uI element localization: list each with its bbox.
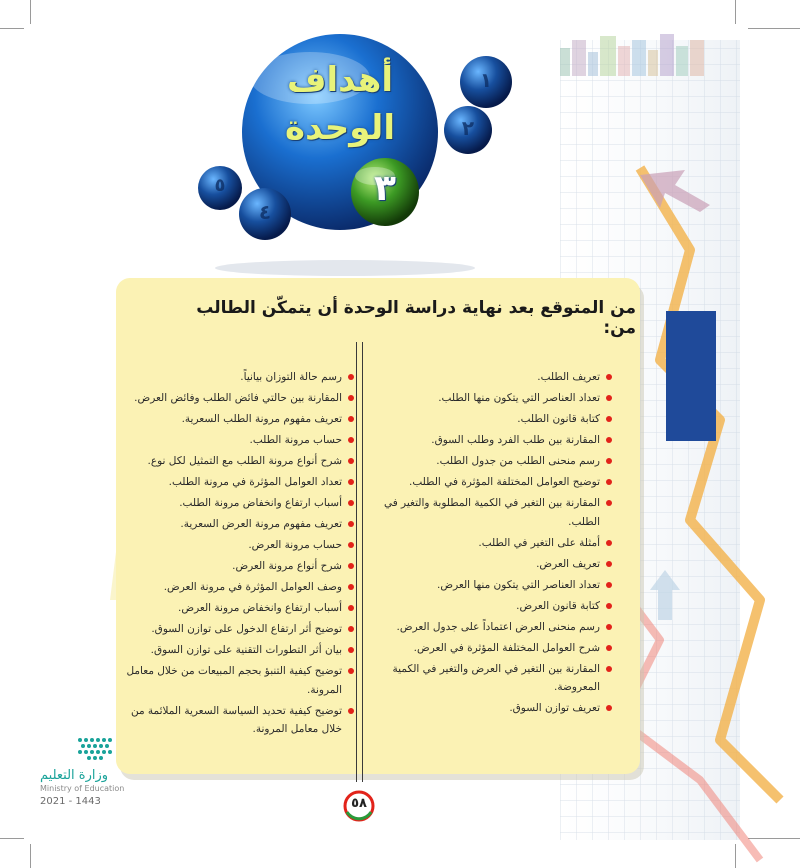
ministry-name-ar: وزارة التعليم <box>40 768 109 783</box>
objective-right-item <box>368 368 612 387</box>
objective-text: المقارنة بين حالتي فائض الطلب وفائض العرض. <box>134 392 342 404</box>
bullet-icon <box>348 542 354 548</box>
bullet-icon <box>606 437 612 443</box>
bullet-icon <box>606 561 612 567</box>
objective-text: أمثلة على التغير في الطلب. <box>478 536 600 549</box>
objective-right-item <box>368 660 612 697</box>
objectives-intro: من المتوقع بعد نهاية دراسة الوحدة أن يتمكّن الطالب من: <box>196 298 636 338</box>
objective-text: تعريف العرض. <box>536 557 600 570</box>
objective-right-item <box>368 473 612 492</box>
objective-text: تعريف مفهوم مرونة الطلب السعرية. <box>181 413 342 425</box>
objective-left-item <box>126 431 354 450</box>
objective-text: تعداد العناصر التي يتكون منها الطلب. <box>438 392 600 404</box>
objective-left-item <box>126 557 354 576</box>
objective-right-item <box>368 494 612 531</box>
bullet-icon <box>348 647 354 653</box>
objective-text: تعداد العناصر التي يتكون منها العرض. <box>437 578 600 591</box>
objective-text: المقارنة بين طلب الفرد وطلب السوق. <box>431 434 600 446</box>
bullet-icon <box>606 582 612 588</box>
chapter-tab <box>666 311 716 441</box>
objective-right-item <box>368 431 612 450</box>
bullet-icon <box>606 416 612 422</box>
objective-text: رسم حالة التوزان بيانياً. <box>240 371 342 383</box>
ball-number: ١ <box>479 68 493 92</box>
bullet-icon <box>348 437 354 443</box>
bullet-icon <box>606 374 612 380</box>
objective-left-item <box>126 578 354 597</box>
bullet-icon <box>606 458 612 464</box>
column-divider <box>356 342 363 782</box>
objective-left-item <box>126 599 354 618</box>
bullet-icon <box>348 605 354 611</box>
bullet-icon <box>348 374 354 380</box>
objective-left-item <box>126 641 354 660</box>
objective-left-item <box>126 515 354 534</box>
ball-number: ٢ <box>461 116 475 140</box>
objective-text: شرح العوامل المختلفة المؤثرة في العرض. <box>413 641 600 654</box>
unit-title-line1: أهداف <box>286 60 394 100</box>
objective-text: بيان أثر التطورات التقنية على توازن السوق. <box>150 644 342 656</box>
objective-text: وصف العوامل المؤثرة في مرونة العرض. <box>163 581 342 593</box>
objective-left-item <box>126 452 354 471</box>
objective-left-item <box>126 620 354 639</box>
bullet-icon <box>606 540 612 546</box>
objective-text: المقارنة بين التغير في الكمية المطلوبة والتغير في الطلب. <box>383 497 600 528</box>
ministry-emblem-icon <box>74 732 146 766</box>
objective-right-item <box>368 555 612 574</box>
bullet-icon <box>348 500 354 506</box>
objective-text: تعريف مفهوم مرونة العرض السعرية. <box>180 518 342 530</box>
objective-right-item <box>368 389 612 408</box>
objective-text: تعريف توازن السوق. <box>509 702 600 714</box>
bullet-icon <box>606 603 612 609</box>
objective-right-item <box>368 410 612 429</box>
ministry-name-en: Ministry of Education <box>40 784 125 793</box>
bullet-icon <box>606 500 612 506</box>
objective-text: أسباب ارتفاع وانخفاض مرونة الطلب. <box>179 497 342 509</box>
bullet-icon <box>606 395 612 401</box>
ball-number: ٤ <box>258 200 272 224</box>
objective-right-item <box>368 597 612 616</box>
unit-title-line2: الوحدة <box>285 108 395 148</box>
edition-year: 2021 - 1443 <box>40 796 101 807</box>
objective-right-item <box>368 639 612 658</box>
objective-left-item <box>126 473 354 492</box>
bullet-icon <box>606 705 612 711</box>
page-number-text: ٥٨ <box>351 796 367 811</box>
objective-left-item <box>126 536 354 555</box>
bullet-icon <box>606 645 612 651</box>
objective-left-item <box>126 702 354 739</box>
objectives-column-right <box>368 368 612 720</box>
objective-text: حساب مرونة الطلب. <box>249 434 342 446</box>
bullet-icon <box>348 395 354 401</box>
bullet-icon <box>606 624 612 630</box>
objective-right-item <box>368 576 612 595</box>
bullet-icon <box>348 584 354 590</box>
bullet-icon <box>348 416 354 422</box>
objective-left-item <box>126 368 354 387</box>
objective-text: كتابة قانون العرض. <box>516 599 600 612</box>
objective-text: توضيح كيفية التنبؤ بحجم المبيعات من خلال معامل المرونة. <box>126 665 342 696</box>
objective-left-item <box>126 389 354 408</box>
objective-left-item <box>126 494 354 513</box>
bullet-icon <box>348 479 354 485</box>
objective-text: توضيح كيفية تحديد السياسة السعرية الملائمة من خلال معامل المرونة. <box>130 704 342 735</box>
objective-right-item <box>368 534 612 553</box>
objective-left-item <box>126 410 354 429</box>
bullet-icon <box>606 479 612 485</box>
bullet-icon <box>348 626 354 632</box>
objective-left-item <box>126 662 354 699</box>
objective-right-item <box>368 452 612 471</box>
bullet-icon <box>348 708 354 714</box>
objective-text: حساب مرونة العرض. <box>248 539 342 551</box>
bullet-icon <box>348 458 354 464</box>
objective-text: تعريف الطلب. <box>537 371 600 383</box>
ministry-logo <box>40 732 150 812</box>
objective-text: توضيح أثر ارتفاع الدخول على توازن السوق. <box>151 623 342 635</box>
objective-text: رسم منحنى الطلب من جدول الطلب. <box>436 455 600 467</box>
objective-text: رسم منحنى العرض اعتماداً على جدول العرض. <box>396 620 600 633</box>
objective-text: أسباب ارتفاع وانخفاض مرونة العرض. <box>178 602 342 614</box>
objective-text: المقارنة بين التغير في العرض والتغير في الكمية المعروضة. <box>392 662 600 693</box>
objective-right-item <box>368 699 612 718</box>
bullet-icon <box>606 666 612 672</box>
objectives-column-left <box>126 368 354 741</box>
bullet-icon <box>348 563 354 569</box>
unit-number: ٣ <box>374 168 396 209</box>
objective-right-item <box>368 618 612 637</box>
objective-text: شرح أنواع مرونة العرض. <box>232 560 342 572</box>
bullet-icon <box>348 668 354 674</box>
page-number <box>343 790 375 822</box>
objective-text: كتابة قانون الطلب. <box>517 413 600 425</box>
objective-text: توضيح العوامل المختلفة المؤثرة في الطلب. <box>409 476 600 488</box>
bullet-icon <box>348 521 354 527</box>
objective-text: شرح أنواع مرونة الطلب مع التمثيل لكل نوع. <box>147 455 342 467</box>
ball-number: ٥ <box>214 175 226 196</box>
objective-text: تعداد العوامل المؤثرة في مرونة الطلب. <box>168 476 342 488</box>
